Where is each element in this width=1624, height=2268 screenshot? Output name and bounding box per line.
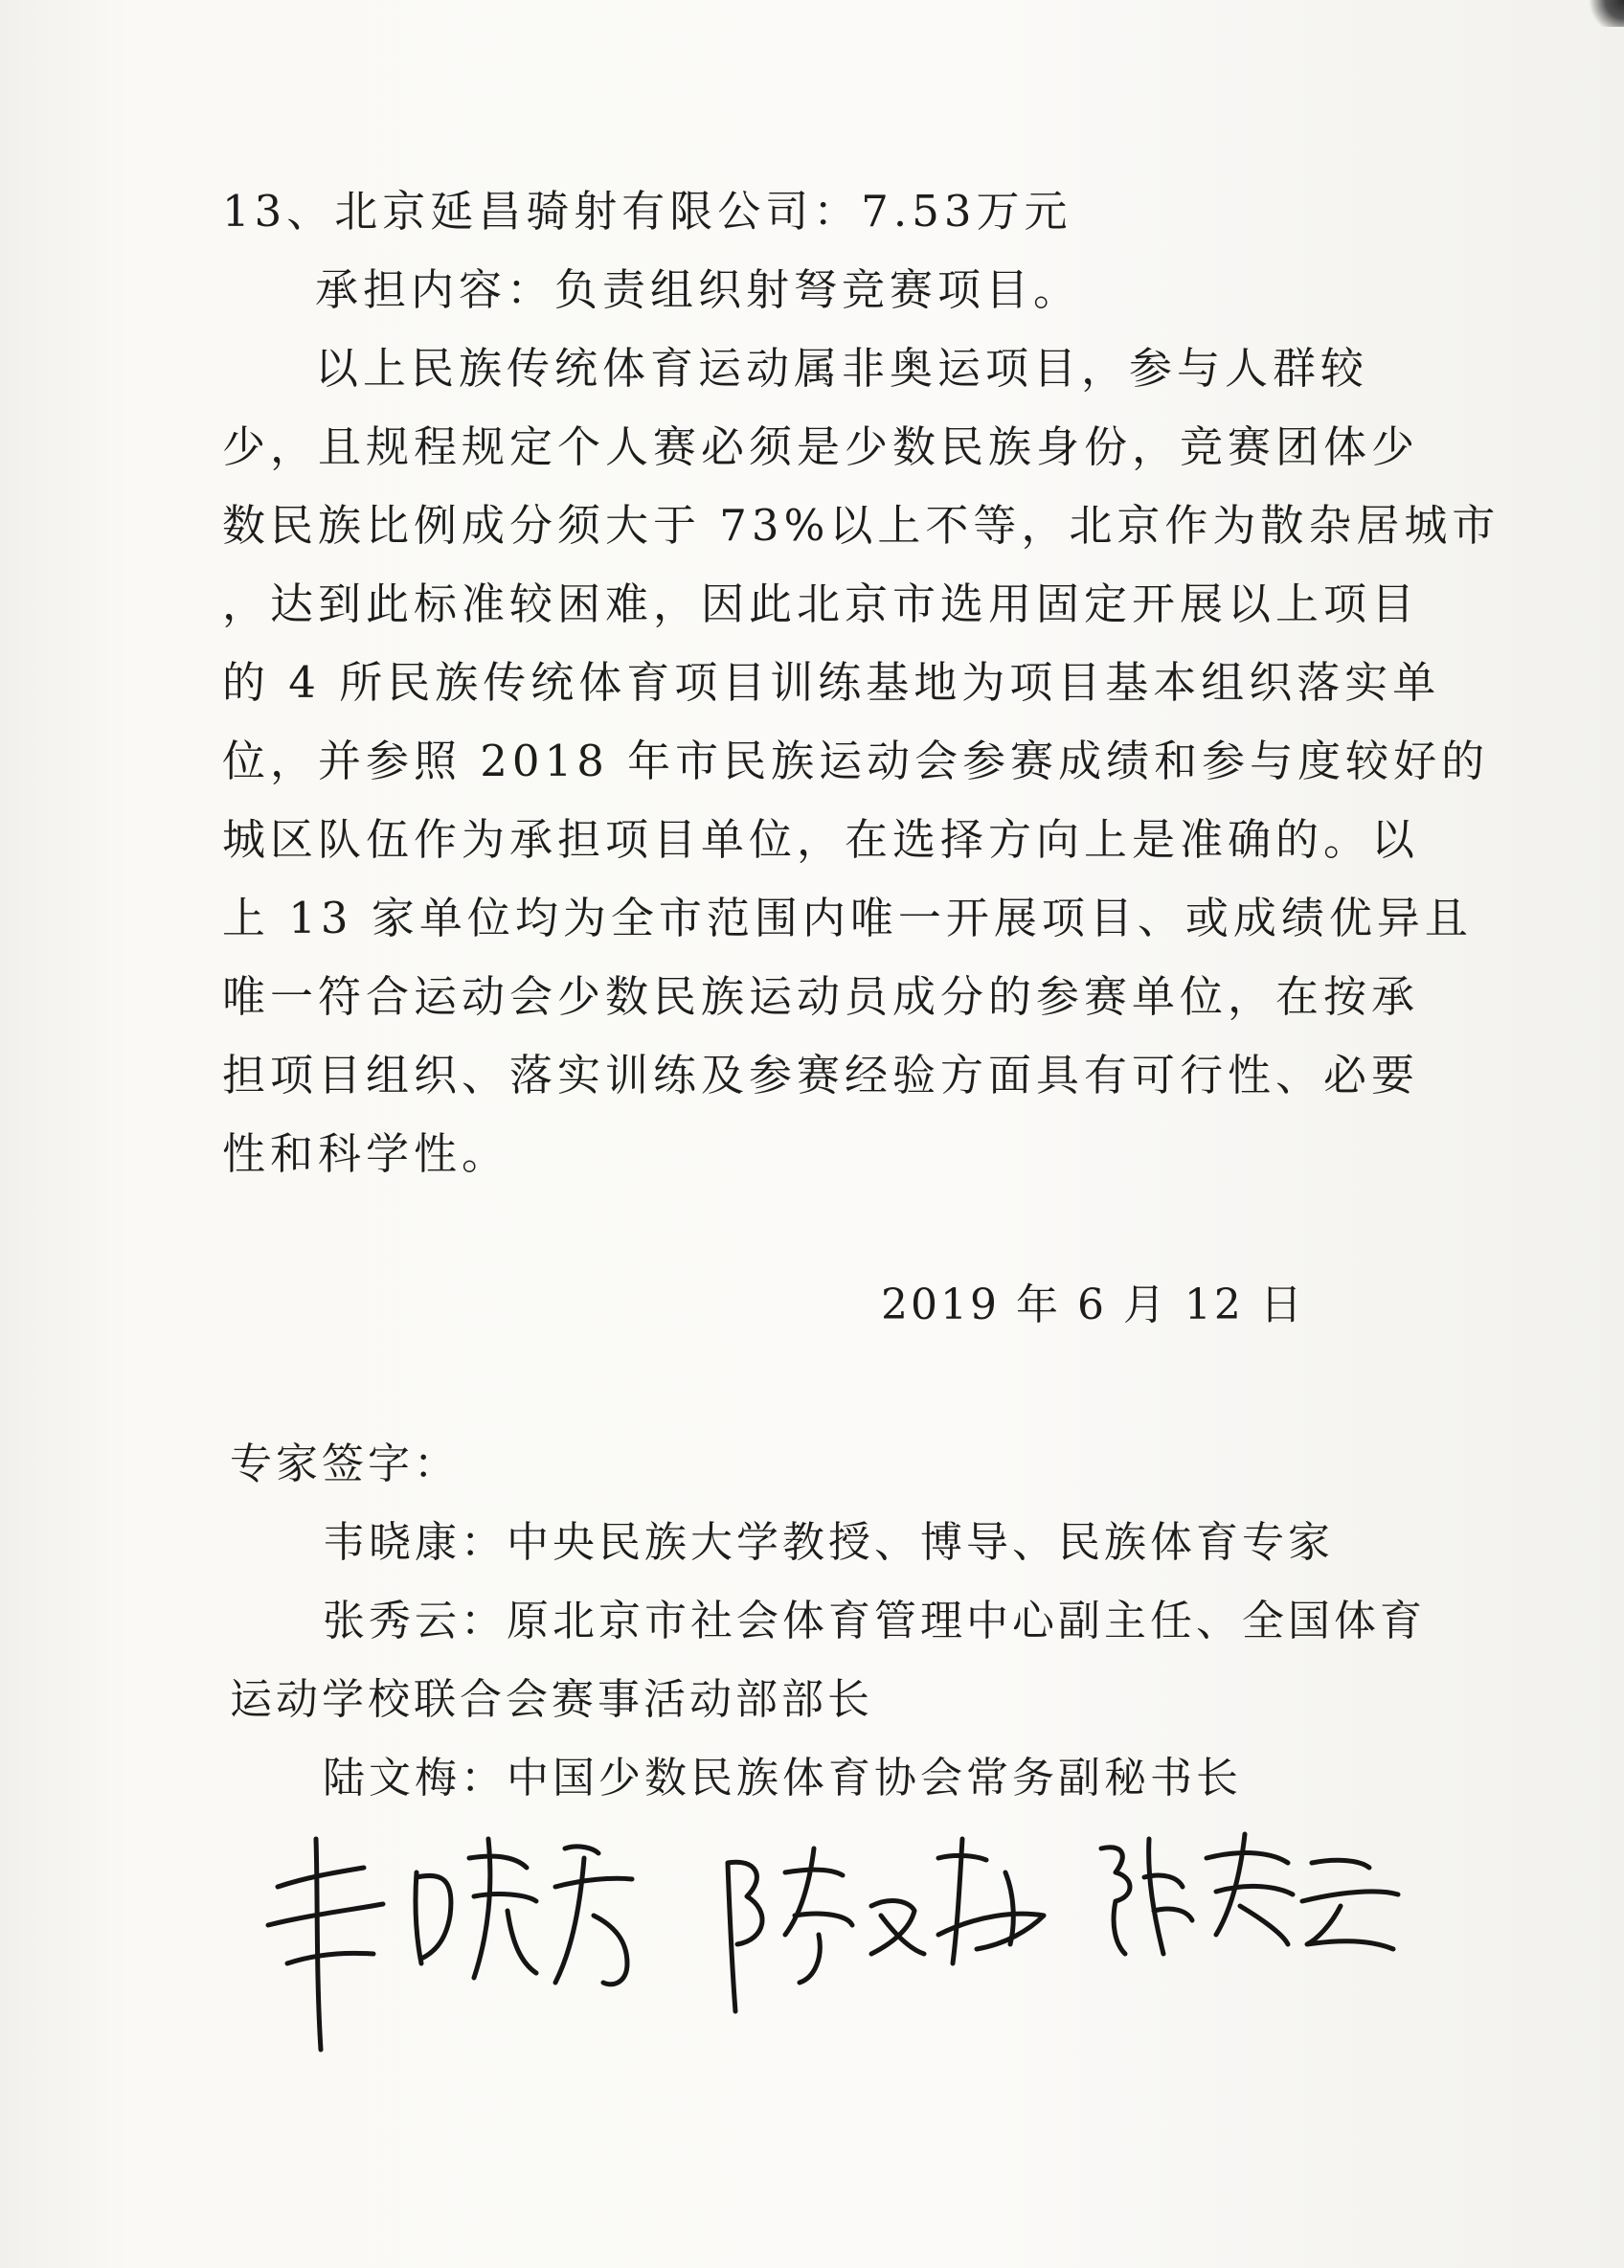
expert-line: 韦晓康：中央民族大学教授、博导、民族体育专家 <box>323 1518 1334 1567</box>
body-line: 的 4 所民族传统体育项目训练基地为项目基本组织落实单 <box>222 657 1441 708</box>
expert-line: 陆文梅：中国少数民族体育协会常务副秘书长 <box>323 1754 1242 1803</box>
scan-shadow <box>1586 0 1624 27</box>
body-line: 上 13 家单位均为全市范围内唯一开展项目、或成绩优异且 <box>222 893 1473 943</box>
expert-line: 运动学校联合会赛事活动部部长 <box>230 1675 873 1724</box>
document-date: 2019 年 6 月 12 日 <box>881 1281 1305 1329</box>
body-line: 位，并参照 2018 年市民族运动会参赛成绩和参与度较好的 <box>222 736 1490 786</box>
body-line: 以上民族传统体育运动属非奥运项目，参与人群较 <box>315 343 1369 394</box>
content-line: 承担内容：负责组织射弩竞赛项目。 <box>315 264 1082 315</box>
body-line: 少，且规程规定个人赛必须是少数民族身份，竞赛团体少 <box>222 421 1420 472</box>
body-line: 唯一符合运动会少数民族运动员成分的参赛单位，在按承 <box>222 971 1420 1022</box>
signature-zhang-xiuyun <box>1101 1834 1398 1954</box>
body-line: 性和科学性。 <box>222 1128 510 1179</box>
signature-section <box>230 1425 1426 1818</box>
body-line: ，达到此标准较困难，因此北京市选用固定开展以上项目 <box>222 578 1420 629</box>
expert-line: 张秀云：原北京市社会体育管理中心副主任、全国体育 <box>323 1597 1426 1645</box>
signature-heading: 专家签字： <box>230 1440 460 1488</box>
handwritten-signatures <box>249 1820 1436 2088</box>
signature-wei-xiaokang <box>268 1839 632 2050</box>
body-text <box>222 172 1500 1193</box>
item-13-line: 13、北京延昌骑射有限公司：7.53万元 <box>222 186 1072 237</box>
body-line: 担项目组织、落实训练及参赛经验方面具有可行性、必要 <box>222 1050 1420 1100</box>
body-line: 城区队伍作为承担项目单位，在选择方向上是准确的。以 <box>222 814 1420 865</box>
body-line: 数民族比例成分须大于 73%以上不等，北京作为散杂居城市 <box>222 500 1500 551</box>
signature-lu-wenmei <box>728 1839 1044 2011</box>
